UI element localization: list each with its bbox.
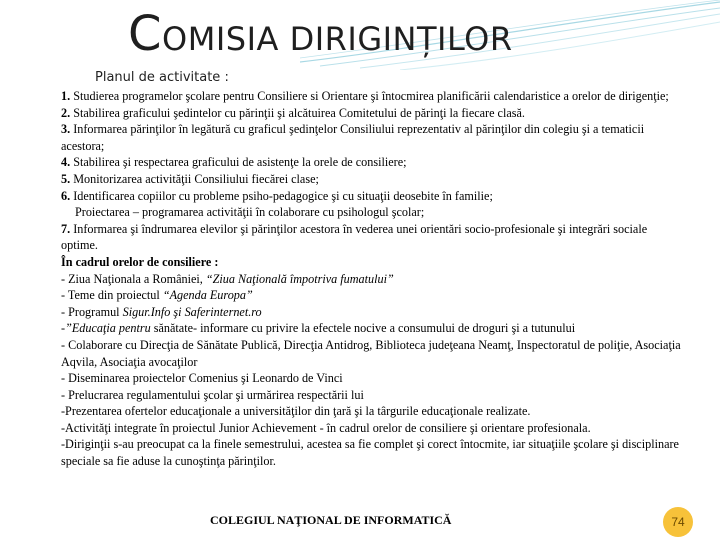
item-number: 6.	[61, 188, 71, 203]
item-text: Studierea programelor şcolare pentru Consiliere si Orientare şi întocmirea planificării calendaristice a orelor de dirigenţie;	[70, 89, 669, 103]
plan-item-3	[61, 121, 686, 154]
bullet-text: - Ziua Naţionala a României,	[61, 271, 206, 286]
bullet-collaboration: - Colaborare cu Direcţia de Sănătate Publică, Direcţia Antidrog, Biblioteca judeţeana Neamţ, Inspectoratul de poliţie, Asociaţia Aqvila, Asociaţia avocaţilor	[61, 337, 681, 369]
bullet-health-education	[61, 320, 686, 337]
bullet-semester-records: -Diriginţii s-au preocupat ca la finele semestrului, acestea sa fie complet şi corect întocmite, iar situaţiile şcolare şi disciplinare speciale sa fie aduse la cunoştinţa părinţilor.	[61, 437, 679, 469]
bullet-italic-text: “Ziua Naţională împotriva fumatului”	[205, 271, 394, 286]
plan-item-4	[61, 154, 686, 171]
section-heading-text: În cadrul orelor de consiliere :	[61, 254, 219, 269]
bullet-agenda-europa	[61, 287, 686, 304]
bullet-text: - Teme din proiectul	[61, 288, 163, 303]
bullet-national-day	[61, 271, 686, 288]
plan-item-6	[61, 188, 686, 205]
item-text: Informarea şi îndrumarea elevilor şi părinţilor acestora în vederea unei orientări socio-profesionale şi integrări sociale optime.	[61, 221, 648, 253]
title-first-letter: C	[128, 6, 163, 62]
item-text: Monitorizarea activităţii Consiliului fiecărei clase;	[70, 171, 319, 186]
slide-title	[128, 6, 513, 62]
item-text: Stabilirea şi respectarea graficului de asistenţe la orele de consiliere;	[70, 155, 407, 170]
bullet-regulations: - Prelucrarea regulamentului şcolar şi urmărirea respectării lui	[61, 387, 364, 402]
bullet-italic-text: ”Educaţia pentru	[65, 321, 151, 336]
item-text: Stabilirea graficului şedintelor cu părinţii şi alcătuirea Comitetului de părinţi la fiecare clasă.	[70, 105, 525, 120]
bullet-text: - Programul	[61, 304, 123, 319]
item-number: 2.	[61, 105, 71, 120]
plan-item-2	[61, 105, 686, 122]
plan-item-1	[61, 88, 686, 105]
bullet-text: sănătate- informare cu privire la efectele nocive a consumului de droguri şi a tutunului	[150, 321, 576, 336]
item-number: 5.	[61, 171, 71, 186]
bullet-text: -	[61, 321, 66, 336]
bullet-italic-text: “Agenda Europa”	[162, 288, 253, 303]
title-rest: OMISIA DIRIGINȚILOR	[162, 20, 513, 58]
item-text: Identificarea copiilor cu probleme psiho-pedagogice şi cu situaţii deosebite în familie;	[70, 188, 493, 203]
plan-item-7	[61, 221, 686, 254]
bullet-sigur-info	[61, 304, 686, 321]
bullet-junior-achievement: -Activităţi integrate în proiectul Junior Achievement - în cadrul orelor de consiliere şi orientare profesionala.	[61, 420, 591, 435]
bullet-comenius: - Diseminarea proiectelor Comenius şi Leonardo de Vinci	[61, 371, 343, 386]
item-text: Informarea părinţilor în legătură cu graficul şedinţelor Consiliului reprezentativ al părinţilor din colegiu şi a tematicii acestora;	[61, 122, 645, 153]
footer-school-name: COLEGIUL NAŢIONAL DE INFORMATICĂ	[210, 513, 452, 527]
item-number: 3.	[61, 122, 71, 137]
plan-item-5	[61, 171, 686, 188]
page-number-badge: 74	[663, 507, 693, 537]
bullet-university-offers: -Prezentarea ofertelor educaţionale a universităţilor din ţară şi la târgurile educaţionale realizate.	[61, 404, 531, 419]
section-heading	[61, 254, 686, 271]
activity-plan-content	[61, 88, 686, 470]
activity-plan-subtitle: Planul de activitate :	[95, 70, 229, 85]
bullet-italic-text: Sigur.Info şi Saferinternet.ro	[122, 304, 262, 319]
item-number: 4.	[61, 155, 71, 170]
plan-item-6-continuation: Proiectarea – programarea activităţii în colaborare cu psihologul şcolar;	[75, 205, 425, 220]
item-number: 1.	[61, 89, 71, 103]
item-number: 7.	[61, 221, 71, 236]
